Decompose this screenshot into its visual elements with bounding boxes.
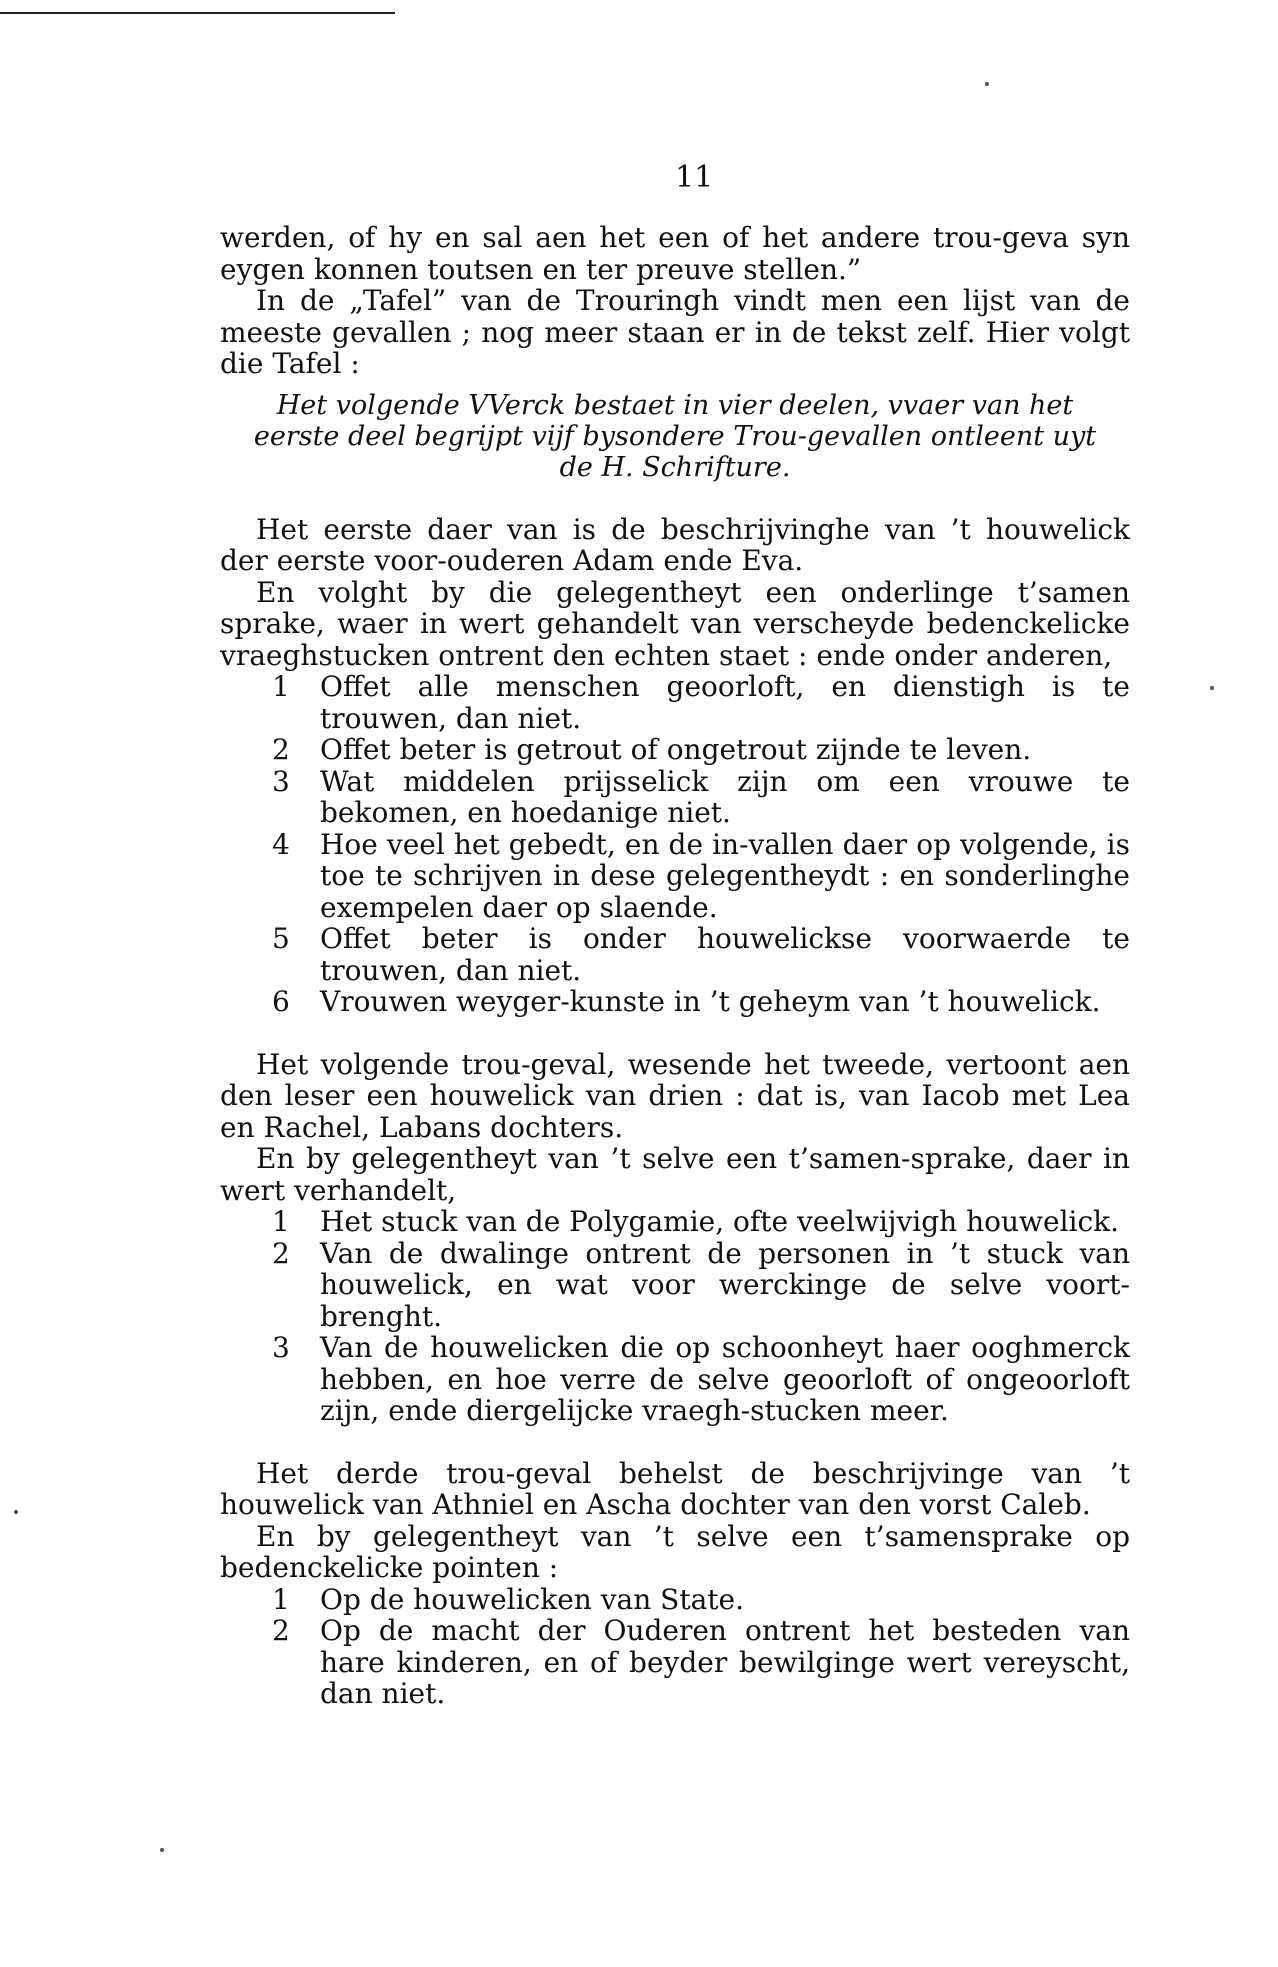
item-number: 3 — [272, 764, 290, 798]
list-item — [220, 923, 1130, 986]
item-text: Van de dwalinge ontrent de personen in ’t stuck van houwelick, en wat voor werckinge de selve voort-brenght. — [320, 1236, 1130, 1333]
list-item — [220, 671, 1130, 734]
scan-speck — [14, 1510, 18, 1514]
section1-paragraph-1: Het eerste daer van is de beschrijvinghe van ’t houwelick der eerste voor-ouderen Adam ende Eva. — [220, 512, 1130, 577]
item-text: Het stuck van de Polygamie, ofte veelwijvigh houwelick. — [320, 1205, 1120, 1238]
list-item — [220, 986, 1130, 1018]
page-body — [220, 222, 1130, 1710]
section3-paragraph-2: En by gelegentheyt van ’t selve een t’samensprake op bedenckelicke pointen : — [220, 1519, 1130, 1584]
top-rule — [0, 12, 395, 14]
item-number: 6 — [272, 985, 290, 1018]
list-item — [220, 1584, 1130, 1616]
intro-paragraph-2: In de „Tafel” van de Trouringh vindt men een lijst van de meeste gevallen ; nog meer staan er in de tekst zelf. Hier volgt die Tafel : — [220, 284, 1130, 380]
item-text: Offet beter is onder houwelickse voorwaerde te trouwen, dan niet. — [320, 922, 1130, 987]
item-number: 5 — [272, 922, 290, 955]
item-number: 1 — [272, 1582, 290, 1616]
spacer — [220, 1427, 1130, 1458]
item-text: Hoe veel het gebedt, en de in-vallen daer op volgende, is toe te schrijven in dese gelegentheydt : en sonderlinghe exempelen daer op slaende. — [320, 827, 1130, 924]
list-item — [220, 734, 1130, 766]
scan-speck — [160, 1848, 164, 1852]
item-text: Offet beter is getrout of ongetrout zijnde te leven. — [320, 733, 1032, 766]
list-item — [220, 1238, 1130, 1333]
item-number: 3 — [272, 1331, 290, 1364]
item-number: 4 — [272, 827, 290, 861]
item-number: 2 — [272, 733, 290, 766]
item-text: Op de macht der Ouderen ontrent het besteden van hare kinderen, en of beyder bewilginge wert vereyscht, dan niet. — [320, 1614, 1130, 1710]
item-text: Vrouwen weyger-kunste in ’t geheym van ’t houwelick. — [320, 985, 1101, 1018]
scan-speck — [1210, 686, 1214, 690]
spacer — [220, 483, 1130, 514]
section2-paragraph-2: En by gelegentheyt van ’t selve een t’samen-sprake, daer in wert verhandelt, — [220, 1142, 1130, 1207]
item-number: 2 — [272, 1236, 290, 1270]
item-text: Van de houwelicken die op schoonheyt haer ooghmerck hebben, en hoe verre de selve geoorloft of ongeoorloft zijn, ende diergelijcke vraegh-stucken meer. — [320, 1331, 1130, 1427]
item-text: Op de houwelicken van State. — [320, 1582, 744, 1616]
list-item — [220, 1206, 1130, 1238]
page-number: 11 — [675, 160, 714, 195]
list-item — [220, 1615, 1130, 1710]
item-text: Wat middelen prijsselick zijn om een vrouwe te bekomen, en hoedanige niet. — [320, 764, 1130, 829]
section2-paragraph-1: Het volgende trou-geval, wesende het tweede, vertoont aen den leser een houwelick van drien : dat is, van Iacob met Lea en Rachel, Labans dochters. — [220, 1047, 1130, 1144]
list-item — [220, 829, 1130, 924]
item-number: 1 — [272, 1205, 290, 1238]
intro-paragraph-1: werden, of hy en sal aen het een of het andere trou-geva syn eygen konnen toutsen en ter preuve stellen.” — [220, 221, 1130, 286]
item-text: Offet alle menschen geoorloft, en dienstigh is te trouwen, dan niet. — [320, 670, 1130, 735]
section3-paragraph-1: Het derde trou-geval behelst de beschrijvinge van ’t houwelick van Athniel en Ascha dochter van den vorst Caleb. — [220, 1456, 1130, 1521]
table-title: Het volgende VVerck bestaet in vier deelen, vvaer van het eerste deel begrijpt vijf bysondere Trou-gevallen ontleent uyt de H. Schrifture. — [253, 389, 1097, 483]
spacer — [220, 1018, 1130, 1049]
list-item — [220, 1332, 1130, 1427]
scan-speck — [985, 82, 989, 86]
item-number: 2 — [272, 1614, 290, 1647]
list-item — [220, 766, 1130, 829]
item-number: 1 — [272, 670, 290, 703]
section1-paragraph-2: En volght by die gelegentheyt een onderlinge t’samen sprake, waer in wert gehandelt van verscheyde bedenckelicke vraeghstucken ontrent den echten staet : ende onder anderen, — [220, 575, 1130, 672]
